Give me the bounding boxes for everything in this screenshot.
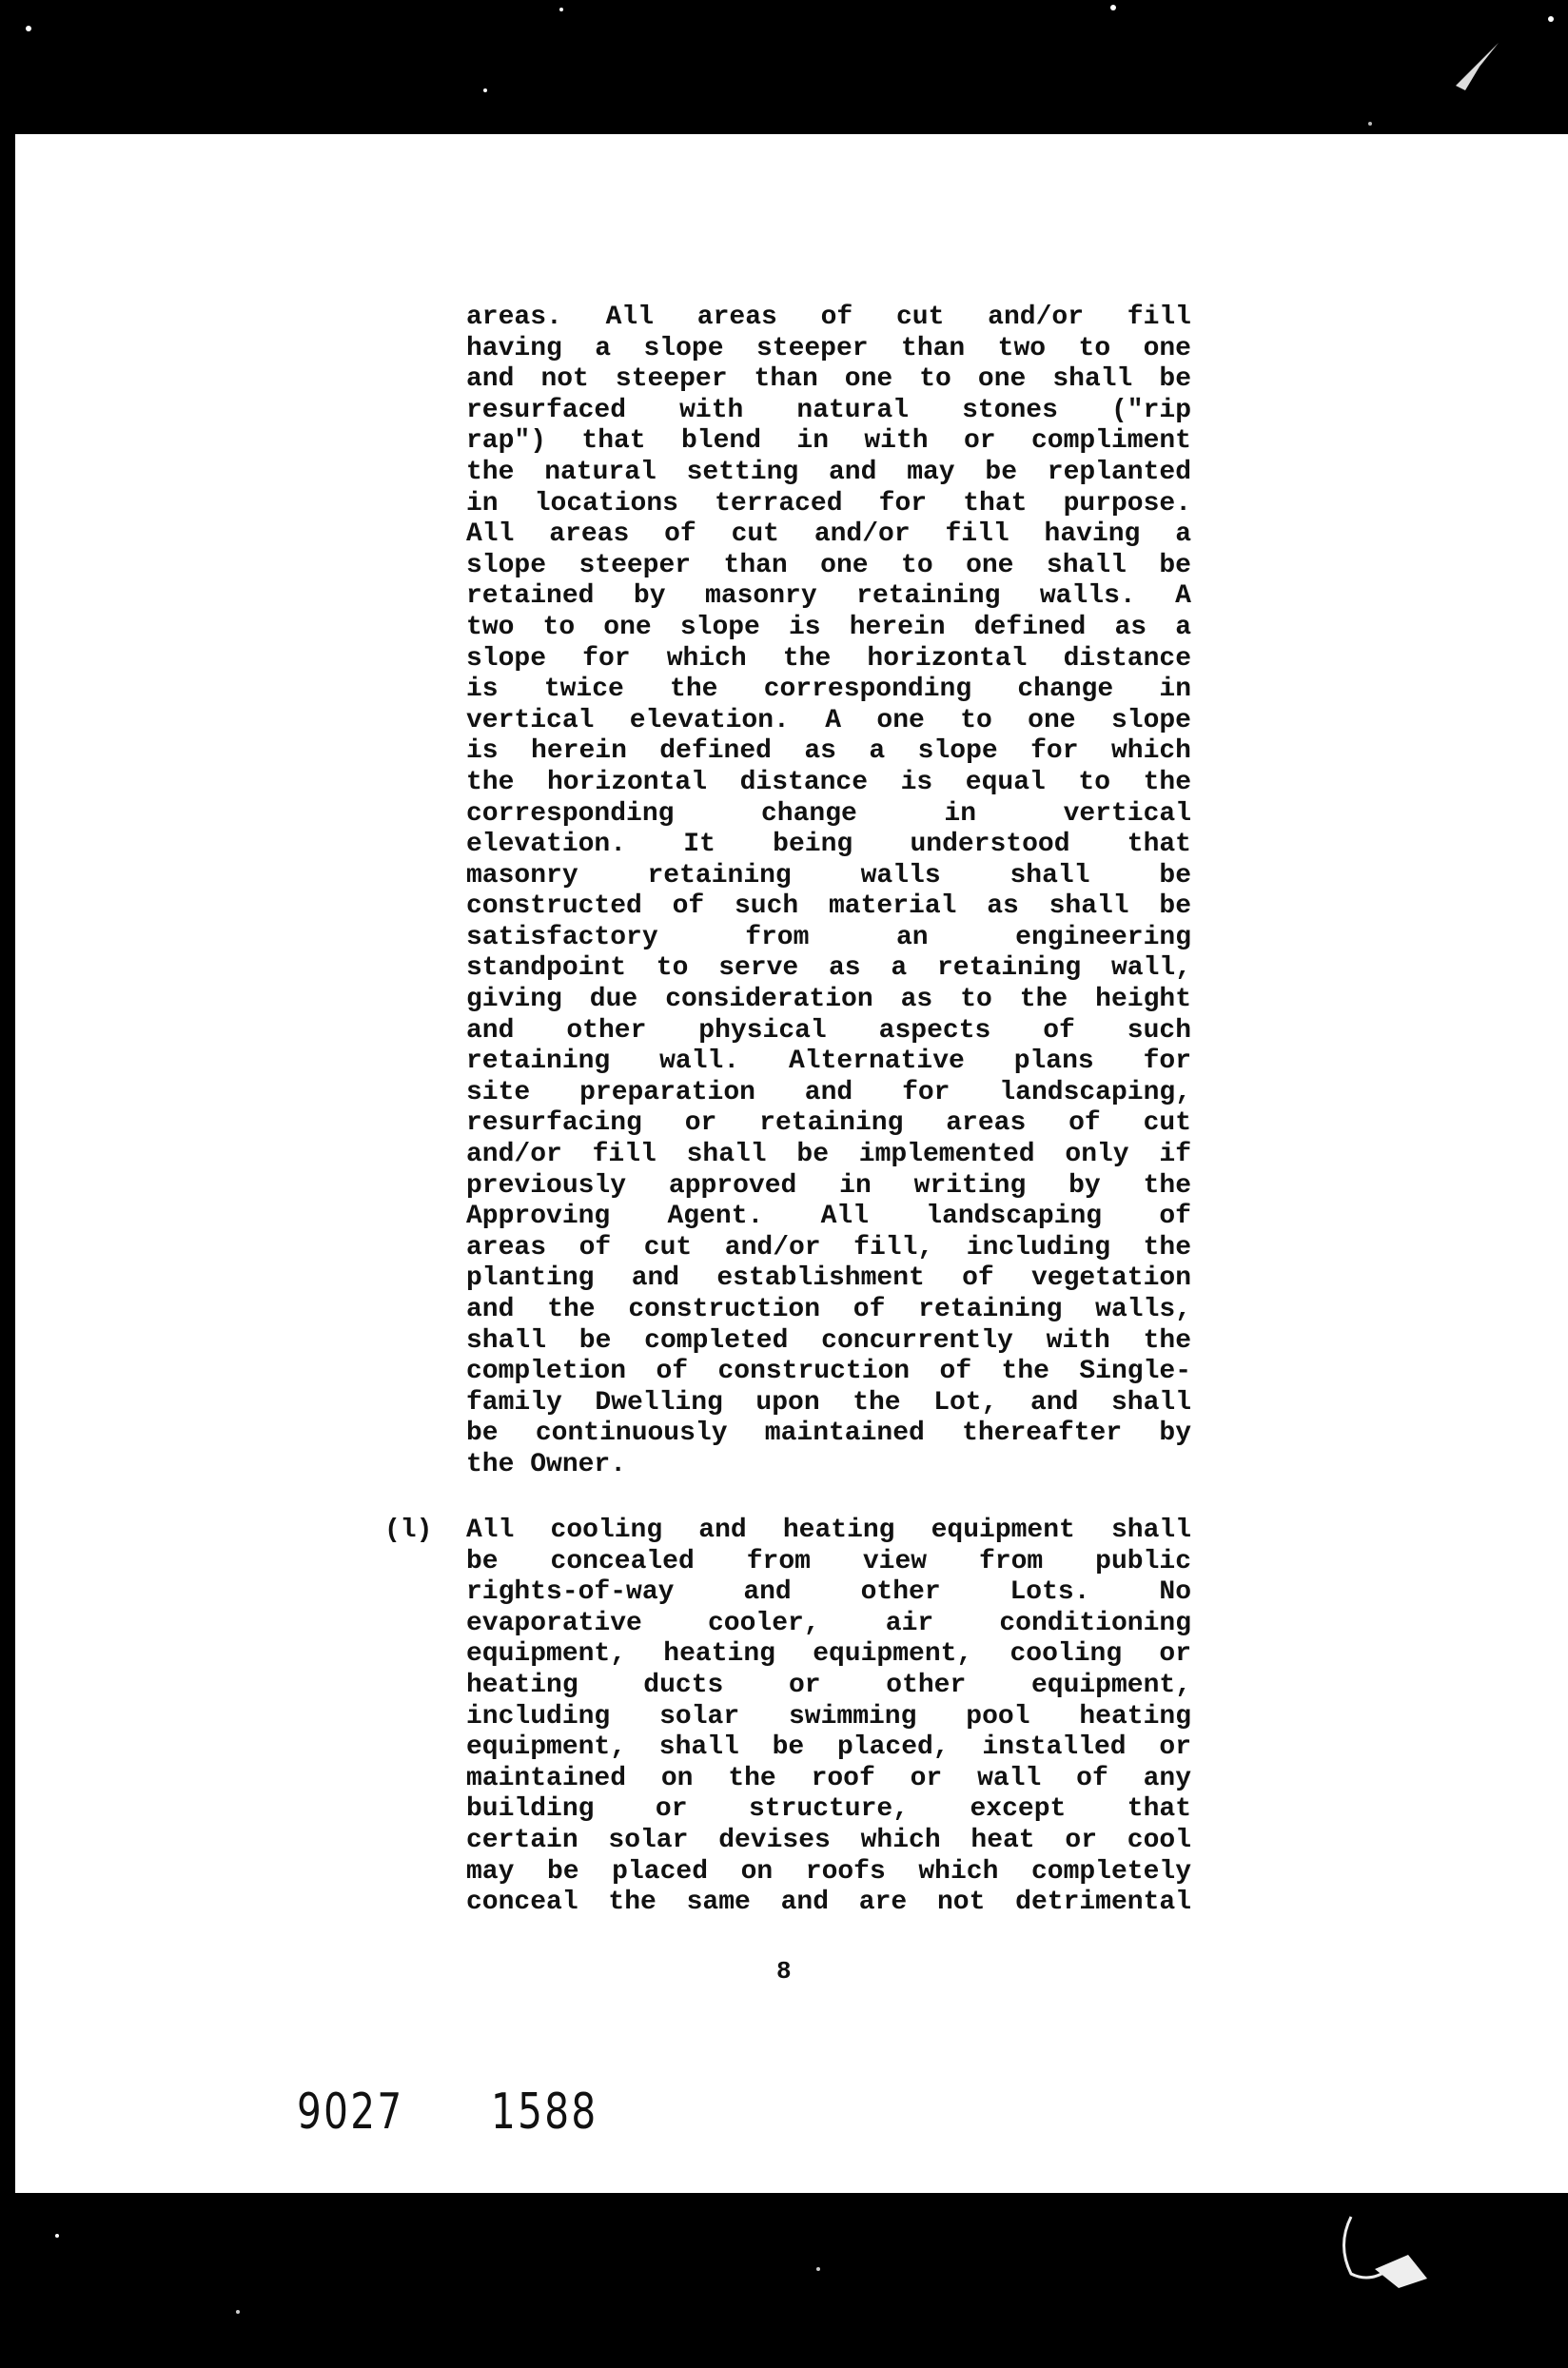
text-line: and the construction of retaining walls, — [466, 1295, 1191, 1324]
text-line: corresponding change in vertical — [466, 798, 1191, 829]
text-line: areas of cut and/or fill, including the — [466, 1232, 1191, 1262]
text-line: standpoint to serve as a retaining wall, — [466, 953, 1191, 984]
text-line: be concealed from view from public — [466, 1546, 1191, 1576]
text-line: slope for which the horizontal distance — [466, 643, 1191, 674]
text-line: is herein defined as a slope for which — [466, 736, 1191, 767]
text-line: slope steeper than one to one shall be — [466, 550, 1191, 580]
text-line: satisfactory from an engineering — [466, 922, 1191, 952]
text-line: Approving Agent. All landscaping of — [466, 1202, 1191, 1232]
text-line: in locations terraced for that purpose. — [466, 488, 1191, 519]
text-line: having a slope steeper than two to one — [466, 333, 1191, 363]
paragraph-areas — [466, 303, 1191, 1481]
text-line: resurfacing or retaining areas of cut — [466, 1108, 1191, 1139]
item-marker: (l) — [384, 1516, 433, 1545]
text-line: All cooling and heating equipment shall — [466, 1516, 1191, 1545]
page-number: 8 — [776, 1957, 792, 1986]
text-line: All areas of cut and/or fill having a — [466, 519, 1191, 550]
text-line: vertical elevation. A one to one slope — [466, 705, 1191, 735]
text-line: and/or fill shall be implemented only if — [466, 1140, 1191, 1170]
text-line: heating ducts or other equipment, — [466, 1670, 1191, 1700]
text-line: retained by masonry retaining walls. A — [466, 581, 1191, 612]
text-line: the horizontal distance is equal to the — [466, 767, 1191, 797]
text-line: planting and establishment of vegetation — [466, 1263, 1191, 1294]
recording-stamp-book: 9027 — [297, 2084, 404, 2141]
text-line: may be placed on roofs which completely — [466, 1856, 1191, 1887]
text-line: certain solar devises which heat or cool — [466, 1825, 1191, 1855]
text-line: previously approved in writing by the — [466, 1170, 1191, 1201]
text-line: rights-of-way and other Lots. No — [466, 1577, 1191, 1608]
text-line: be continuously maintained thereafter by — [466, 1419, 1191, 1449]
text-line: areas. All areas of cut and/or fill — [466, 303, 1191, 332]
text-line: building or structure, except that — [466, 1794, 1191, 1825]
text-line: constructed of such material as shall be — [466, 891, 1191, 922]
text-line: maintained on the roof or wall of any — [466, 1763, 1191, 1793]
text-line: masonry retaining walls shall be — [466, 860, 1191, 890]
text-line: rap") that blend in with or compliment — [466, 426, 1191, 457]
paragraph-cooling — [466, 1516, 1191, 1919]
text-line: shall be completed concurrently with the — [466, 1325, 1191, 1356]
text-line: equipment, heating equipment, cooling or — [466, 1639, 1191, 1670]
text-line: including solar swimming pool heating — [466, 1701, 1191, 1732]
text-line: and not steeper than one to one shall be — [466, 364, 1191, 395]
text-line: completion of construction of the Single- — [466, 1357, 1191, 1387]
text-line: is twice the corresponding change in — [466, 675, 1191, 705]
text-line: giving due consideration as to the height — [466, 985, 1191, 1015]
text-line: conceal the same and are not detrimental — [466, 1888, 1191, 1918]
text-line: site preparation and for landscaping, — [466, 1077, 1191, 1107]
text-line: elevation. It being understood that — [466, 830, 1191, 860]
text-line: and other physical aspects of such — [466, 1015, 1191, 1046]
text-line: the Owner. — [466, 1449, 627, 1479]
text-line: evaporative cooler, air conditioning — [466, 1608, 1191, 1638]
text-line: family Dwelling upon the Lot, and shall — [466, 1387, 1191, 1418]
text-line: equipment, shall be placed, installed or — [466, 1732, 1191, 1763]
text-line: retaining wall. Alternative plans for — [466, 1047, 1191, 1077]
text-line: two to one slope is herein defined as a — [466, 612, 1191, 642]
recording-stamp-page: 1588 — [491, 2084, 598, 2141]
text-line: the natural setting and may be replanted — [466, 457, 1191, 487]
text-line: resurfaced with natural stones ("rip — [466, 395, 1191, 425]
